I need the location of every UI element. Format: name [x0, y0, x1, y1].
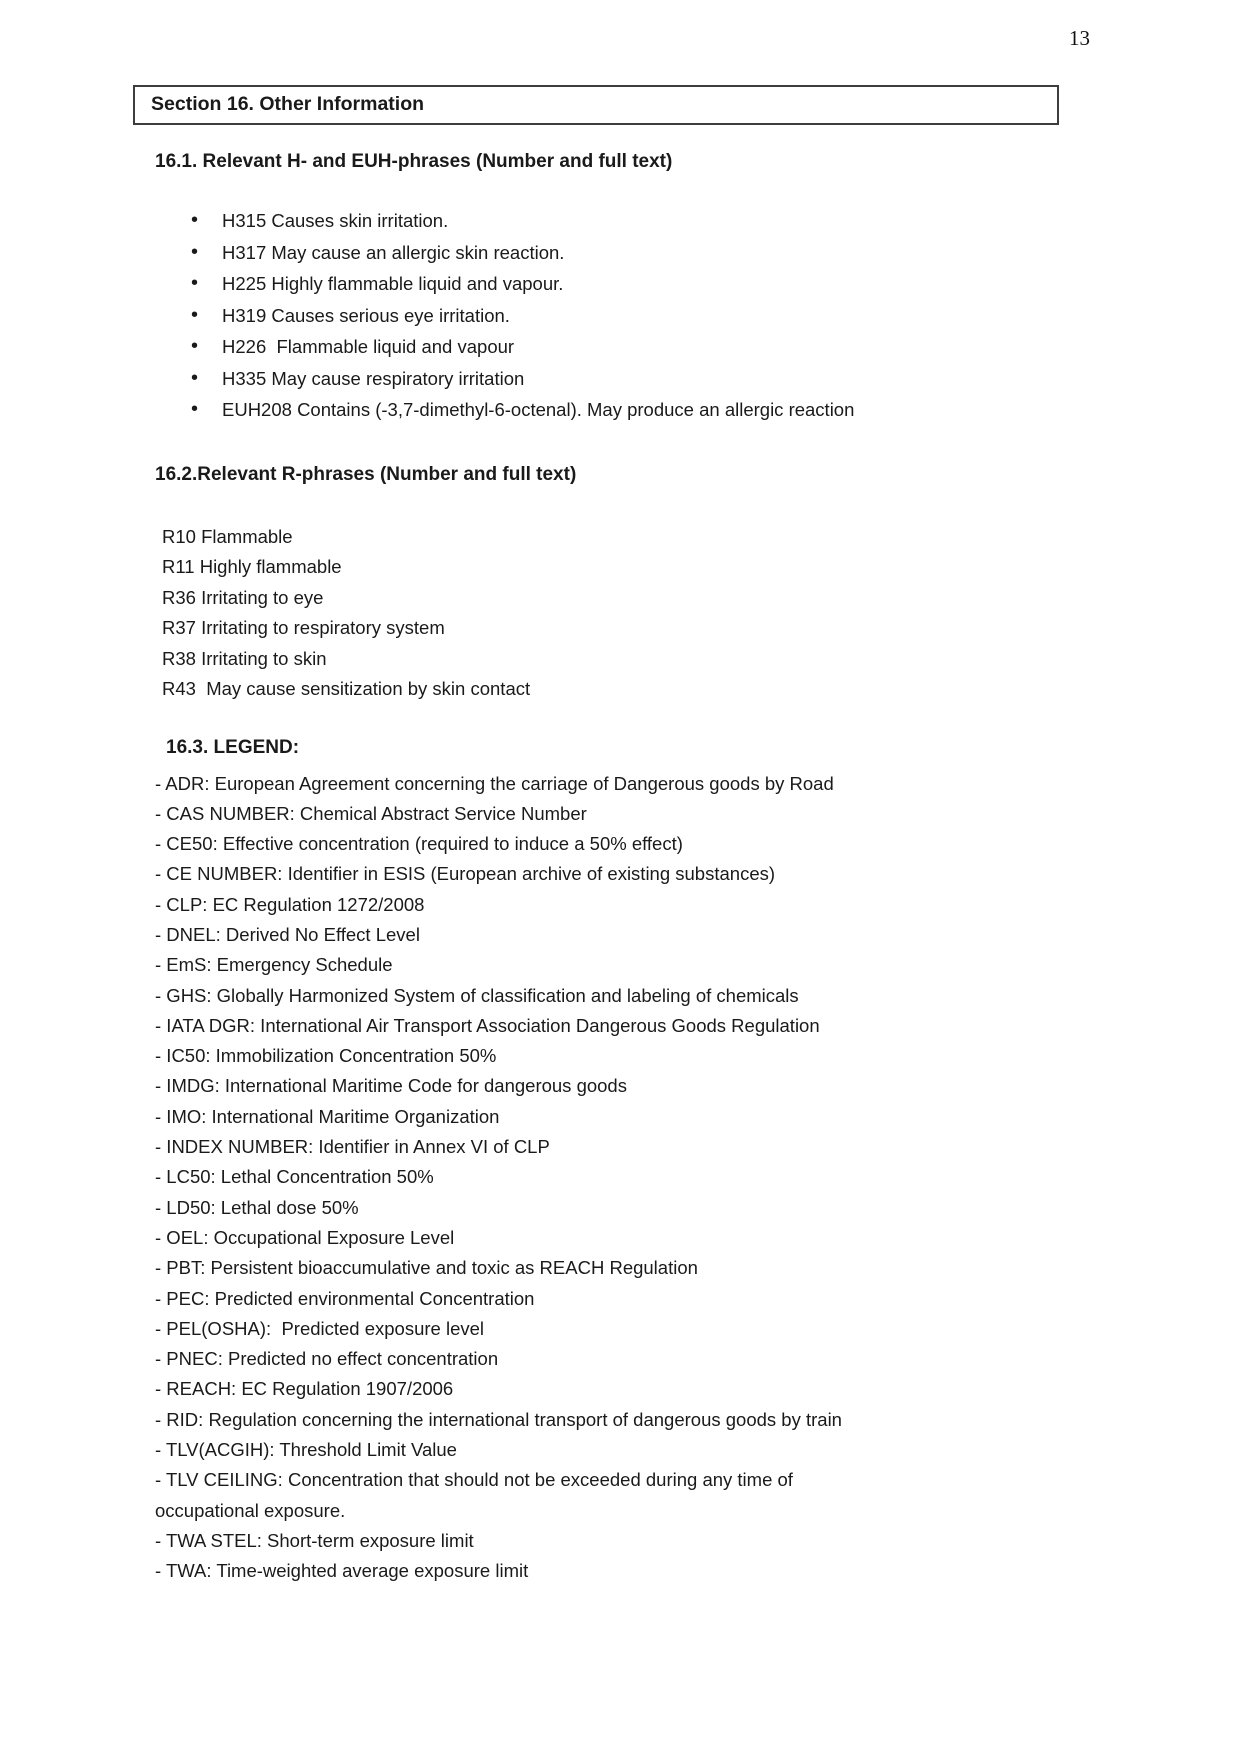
- h-phrase-text: H319 Causes serious eye irritation.: [222, 304, 510, 326]
- legend-item: - CAS NUMBER: Chemical Abstract Service Number: [155, 802, 587, 824]
- h-phrase-item: [155, 268, 1115, 300]
- h-phrase-item: [155, 205, 1115, 237]
- h-phrase-text: H317 May cause an allergic skin reaction.: [222, 241, 565, 263]
- h-phrase-text: EUH208 Contains (-3,7-dimethyl-6-octenal). May produce an allergic reaction: [222, 399, 855, 420]
- heading-16-3: 16.3. LEGEND:: [166, 736, 300, 758]
- legend-item: - CLP: EC Regulation 1272/2008: [155, 893, 425, 915]
- r-phrase-item: R37 Irritating to respiratory system: [162, 617, 445, 638]
- r-phrase-item: R38 Irritating to skin: [162, 647, 327, 669]
- h-phrase-text: H335 May cause respiratory irritation: [222, 367, 525, 389]
- r-phrase-item: R36 Irritating to eye: [162, 586, 324, 608]
- r-phrase-item: R11 Highly flammable: [162, 556, 342, 577]
- h-phrase-item: [155, 331, 1115, 363]
- legend-item: - LD50: Lethal dose 50%: [155, 1196, 359, 1218]
- legend-item: - PEC: Predicted environmental Concentration: [155, 1287, 535, 1309]
- legend-item: - TWA STEL: Short-term exposure limit: [155, 1529, 474, 1551]
- legend-item: occupational exposure.: [155, 1499, 346, 1521]
- legend-item: - IC50: Immobilization Concentration 50%: [155, 1045, 497, 1067]
- legend-item: - TLV CEILING: Concentration that should not be exceeded during any time of: [155, 1469, 793, 1491]
- h-phrase-text: H225 Highly flammable liquid and vapour.: [222, 273, 564, 294]
- legend-item: - IATA DGR: International Air Transport Association Dangerous Goods Regulation: [155, 1014, 820, 1036]
- r-phrase-item: R10 Flammable: [162, 525, 293, 547]
- legend-item: - IMDG: International Maritime Code for dangerous goods: [155, 1075, 627, 1097]
- page-number: 13: [1069, 26, 1090, 50]
- section-16-title: Section 16. Other Information: [151, 93, 425, 115]
- legend-item: - REACH: EC Regulation 1907/2006: [155, 1378, 454, 1400]
- h-phrase-item: [155, 300, 1115, 332]
- r-phrase-list: [162, 522, 1112, 705]
- legend-item: - PBT: Persistent bioaccumulative and toxic as REACH Regulation: [155, 1257, 698, 1279]
- legend-item: - PEL(OSHA): Predicted exposure level: [155, 1317, 485, 1339]
- legend-item: - TWA: Time-weighted average exposure limit: [155, 1560, 529, 1582]
- legend-item: - GHS: Globally Harmonized System of classification and labeling of chemicals: [155, 984, 799, 1006]
- legend-item: - TLV(ACGIH): Threshold Limit Value: [155, 1439, 457, 1461]
- legend-item: - PNEC: Predicted no effect concentration: [155, 1348, 499, 1370]
- legend-item: - ADR: European Agreement concerning the carriage of Dangerous goods by Road: [155, 772, 834, 794]
- h-phrase-text: H315 Causes skin irritation.: [222, 210, 449, 231]
- section-16-header-box: [133, 85, 1059, 125]
- legend-item: - DNEL: Derived No Effect Level: [155, 923, 420, 945]
- heading-16-1: 16.1. Relevant H- and EUH-phrases (Number and full text): [155, 151, 673, 172]
- h-phrase-item: [155, 363, 1115, 395]
- legend-item: - RID: Regulation concerning the international transport of dangerous goods by train: [155, 1408, 842, 1430]
- legend-item: - LC50: Lethal Concentration 50%: [155, 1166, 434, 1188]
- legend-item: - CE50: Effective concentration (required to induce a 50% effect): [155, 833, 683, 855]
- heading-16-2: 16.2.Relevant R-phrases (Number and full text): [155, 463, 577, 485]
- legend-item: - INDEX NUMBER: Identifier in Annex VI of CLP: [155, 1136, 550, 1158]
- h-phrase-text: H226 Flammable liquid and vapour: [222, 336, 515, 357]
- h-phrase-item: [155, 237, 1115, 269]
- legend-item: - IMO: International Maritime Organization: [155, 1105, 500, 1127]
- h-phrase-list: [155, 205, 1115, 426]
- legend-item: - EmS: Emergency Schedule: [155, 954, 393, 976]
- legend-item: - OEL: Occupational Exposure Level: [155, 1226, 455, 1248]
- h-phrase-item: [155, 394, 1115, 426]
- legend-list: [155, 769, 1105, 1587]
- r-phrase-item: R43 May cause sensitization by skin contact: [162, 678, 531, 699]
- legend-item: - CE NUMBER: Identifier in ESIS (European archive of existing substances): [155, 863, 776, 885]
